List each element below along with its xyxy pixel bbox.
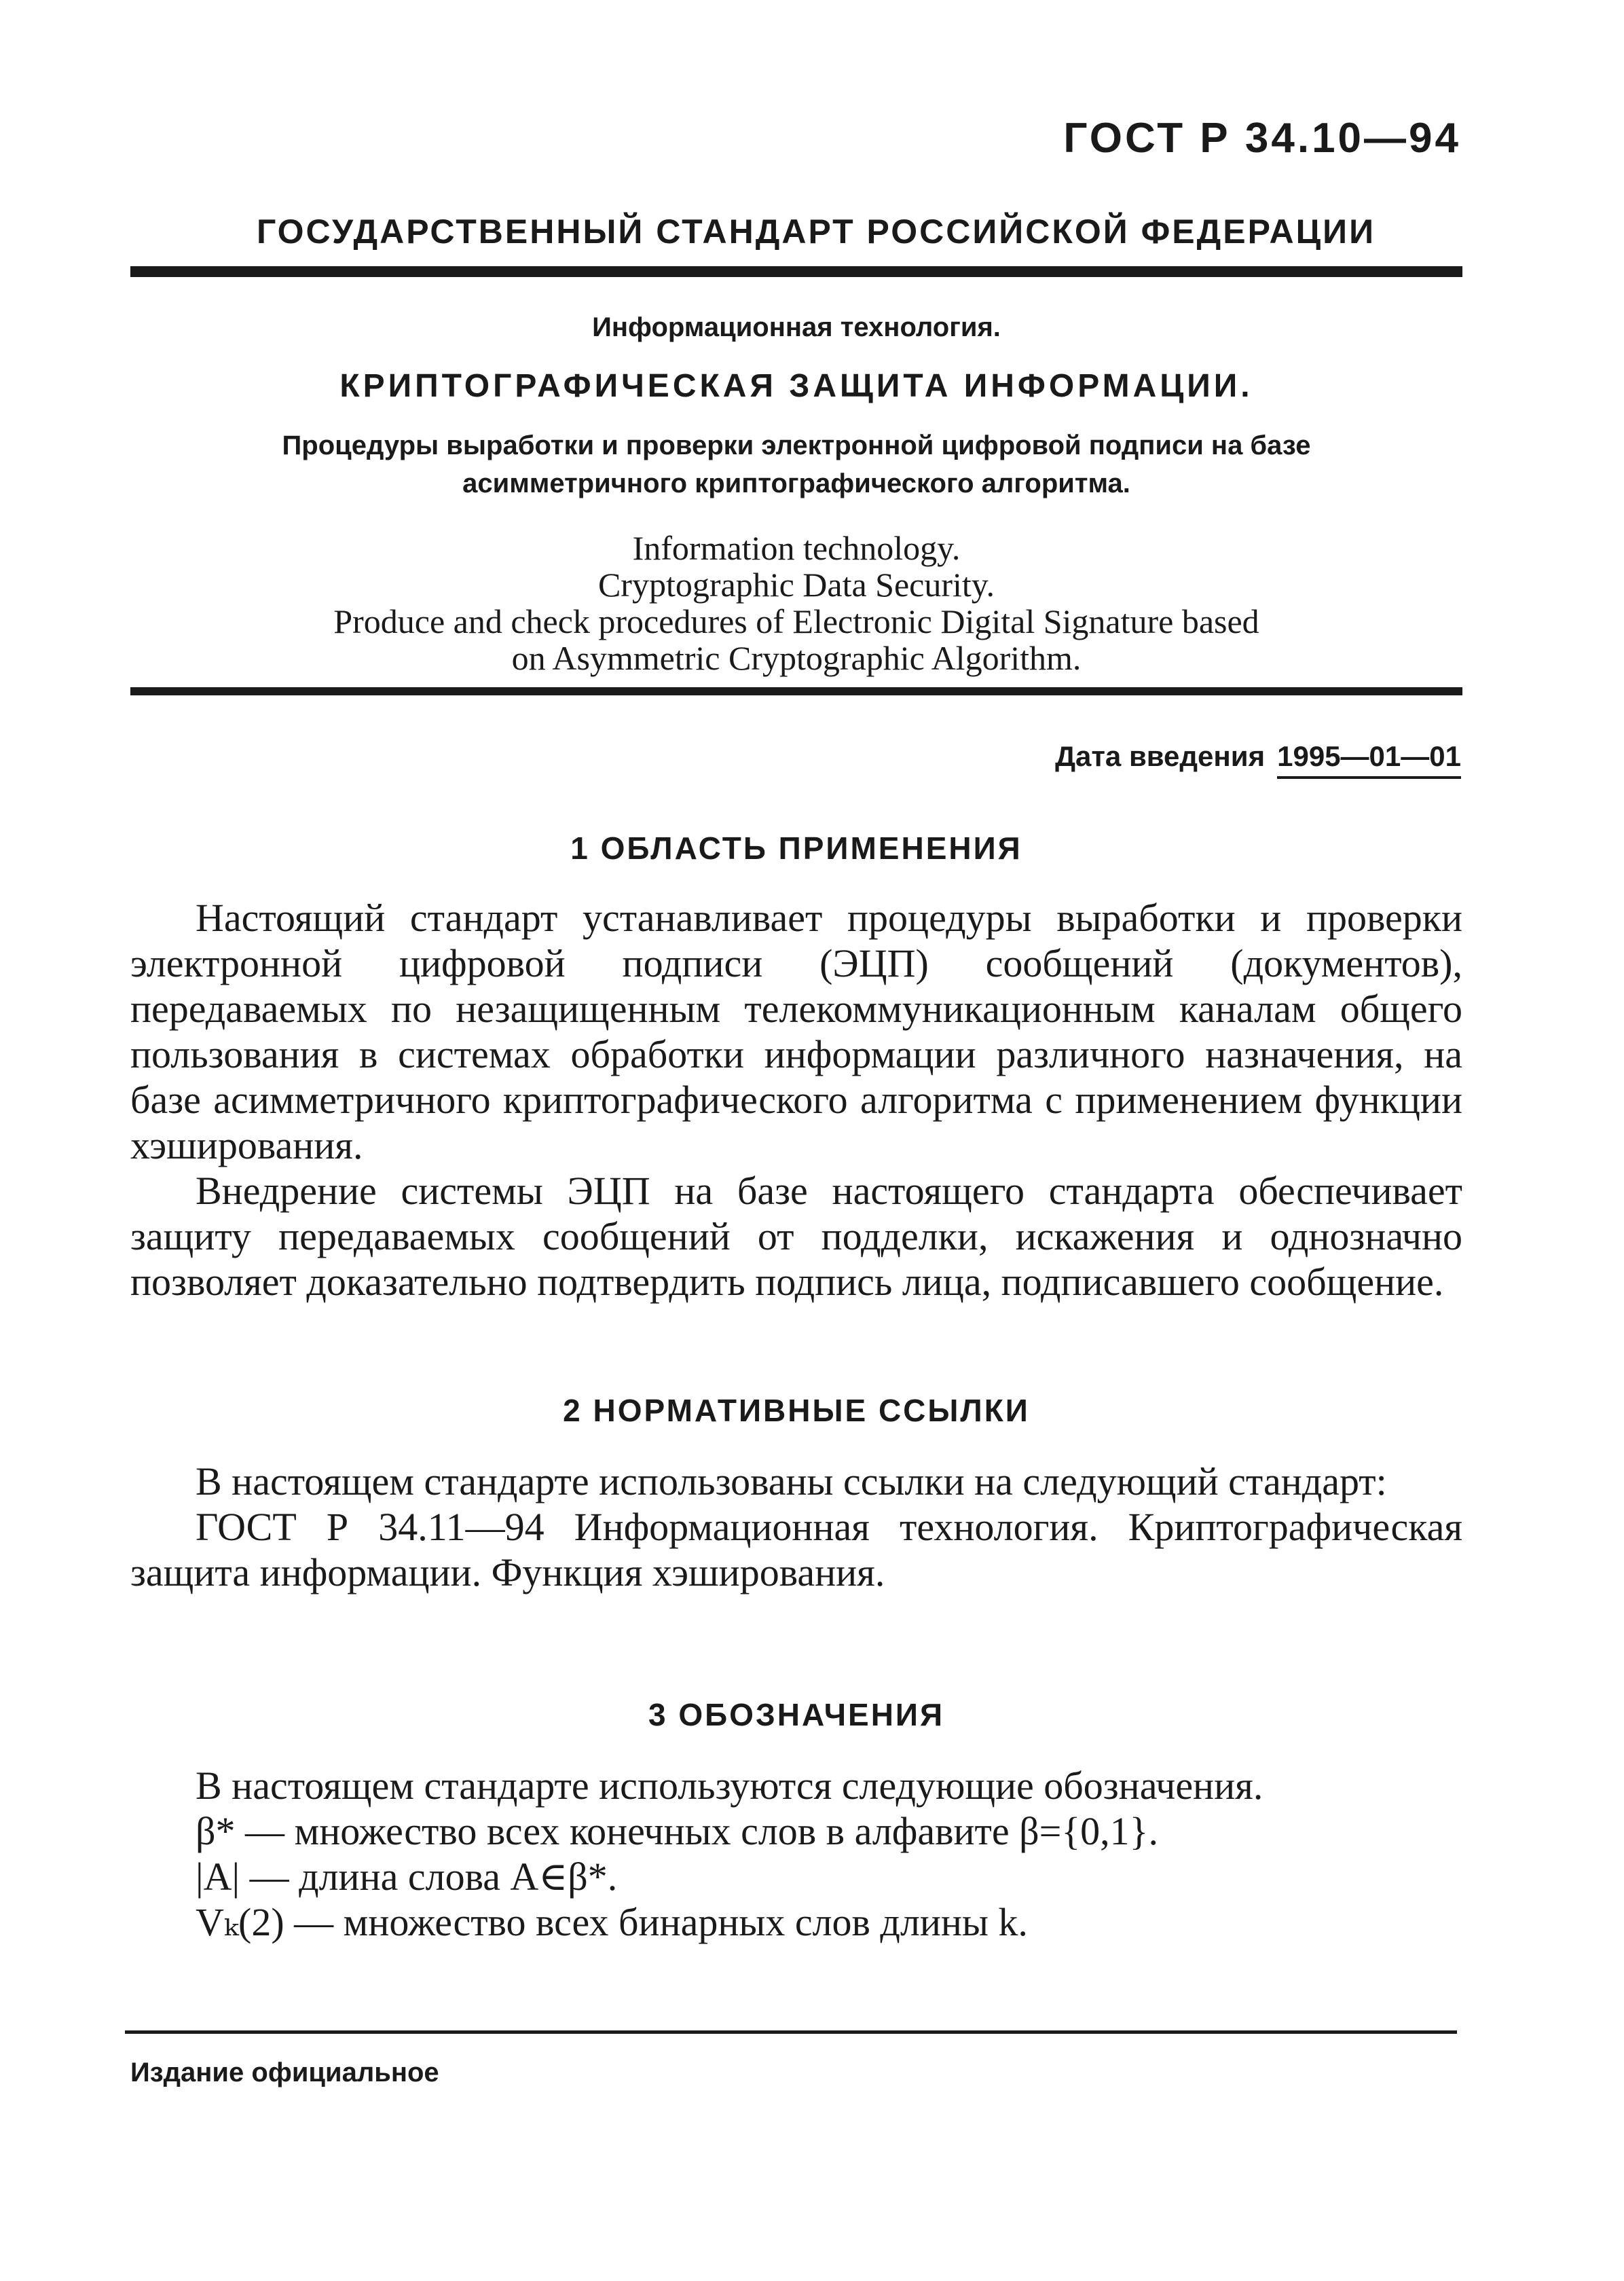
- section-heading-scope: 1 ОБЛАСТЬ ПРИМЕНЕНИЯ: [570, 831, 1022, 866]
- section-heading-notation: 3 ОБОЗНАЧЕНИЯ: [648, 1697, 945, 1732]
- title-en-line: Produce and check procedures of Electronic Digital Signature based: [333, 602, 1259, 640]
- title-en-line: Cryptographic Data Security.: [597, 566, 995, 604]
- title-ru-main: КРИПТОГРАФИЧЕСКАЯ ЗАЩИТА ИНФОРМАЦИИ.: [339, 368, 1253, 404]
- paragraph: В настоящем стандарте используются следующие обозначения.: [196, 1764, 1263, 1808]
- paragraph: Настоящий стандарт устанавливает процедуры выработки и проверки электронной цифровой подписи (ЭЦП) сообщений (документов), передаваемых по незащищенным телекоммуникационным каналам общего пользования в системах обработки информации различного назначения, на базе асимметричного криптографического алгоритма с применением функции хэширования.: [130, 896, 1462, 1167]
- document-number: ГОСТ Р 34.10—94: [1063, 115, 1461, 162]
- notation-item: Vₖ(2) — множество всех бинарных слов длины k.: [196, 1900, 1028, 1944]
- title-ru-description: Процедуры выработки и проверки электронной цифровой подписи на базе асимметричного криптографического алгоритма.: [282, 431, 1311, 498]
- introduction-date: [1055, 740, 1461, 773]
- edition-label: Издание официальное: [130, 2058, 439, 2087]
- date-label: Дата введения: [1055, 740, 1266, 772]
- section-heading-references: 2 НОРМАТИВНЫЕ ССЫЛКИ: [563, 1393, 1030, 1428]
- bottom-divider: [125, 2030, 1457, 2034]
- middle-divider: [130, 687, 1462, 695]
- paragraph: ГОСТ Р 34.11—94 Информационная технология. Криптографическая защита информации. Функция хэширования.: [130, 1505, 1462, 1594]
- top-divider: [130, 266, 1462, 277]
- paragraph: Внедрение системы ЭЦП на базе настоящего стандарта обеспечивает защиту передаваемых сообщений от подделки, искажения и однозначно позволяет доказательно подтвердить подпись лица, подписавшего сообщение.: [130, 1169, 1462, 1304]
- section-scope-body: [130, 895, 1462, 1304]
- title-en-line: Information technology.: [632, 529, 961, 567]
- title-block: [130, 312, 1462, 676]
- notation-item: β* — множество всех конечных слов в алфавите β={0,1}.: [196, 1809, 1158, 1853]
- title-ru-subject: Информационная технология.: [592, 312, 1001, 342]
- section-references-body: [130, 1459, 1462, 1595]
- notation-item: |A| — длина слова A∈β*.: [196, 1855, 618, 1899]
- title-en-line: on Asymmetric Cryptographic Algorithm.: [511, 639, 1082, 677]
- title-en: [130, 530, 1462, 676]
- state-standard-title: ГОСУДАРСТВЕННЫЙ СТАНДАРТ РОССИЙСКОЙ ФЕДЕРАЦИИ: [256, 213, 1376, 251]
- section-notation-body: [130, 1763, 1462, 1945]
- date-value: 1995—01—01: [1277, 740, 1461, 779]
- paragraph: В настоящем стандарте использованы ссылки на следующий стандарт:: [196, 1459, 1387, 1503]
